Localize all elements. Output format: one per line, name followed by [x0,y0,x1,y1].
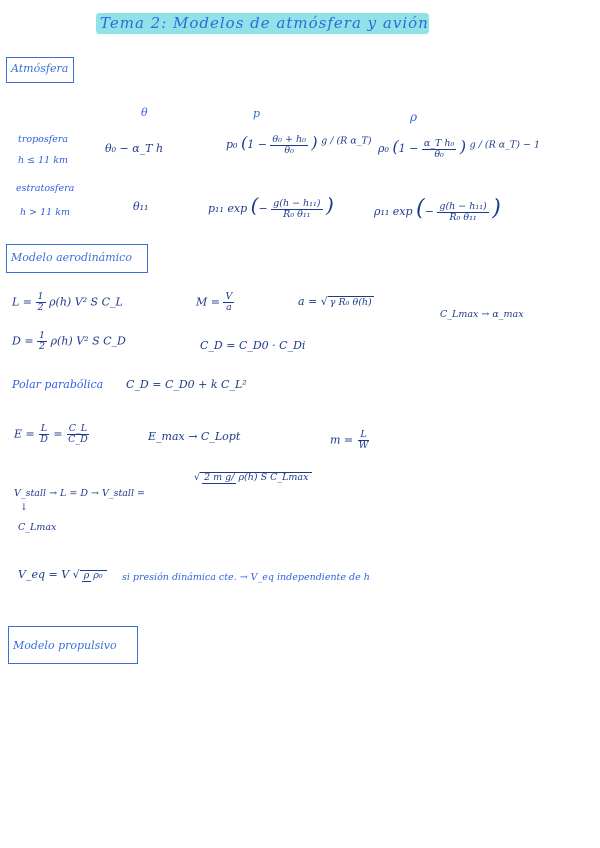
equivalent-speed-equation: V_eq = V √ ρ ρ₀ [18,568,107,581]
rho-estratosfera: ρ₁₁ exp (− $\frac{\text{g(h − h₁₁)}}{\text{R₀ θ₁₁}}$ ) [374,196,501,223]
p-estratosfera: p₁₁ exp (− $\frac{\text{g(h − h₁₁)}}{\text{R₀ θ₁₁}}$ ) [208,193,334,220]
sound-speed-equation: a = √ γ R₀ θ(h) [298,295,372,308]
clmax-alpha: C_Lmax → α_max [440,309,524,320]
drag-coefficient-equation: C_D = C_D0 · C_Di [200,339,306,352]
section-title-propulsivo: Modelo propulsivo [13,639,117,652]
polar-equation: C_D = C_D0 + k C_L² [126,378,247,391]
row-sublabel-troposfera: h ≤ 11 km [18,155,68,166]
stall-speed-fraction: √ 2 m g/ ρ(h) S C_Lmax [194,472,312,483]
row-label-estratosfera: estratosfera [16,183,75,194]
stall-down-arrow: ↓ [20,502,28,513]
lift-equation: L = $\frac{1}{2}$ ρ(h) V² S C_L [12,291,123,313]
rho-troposfera: ρ₀ (1 − $\frac{\text{α\_T h₀}}{\text{θ₀}}$ ) $^{g / (R \alpha\_T) - 1}$ [378,137,541,160]
page-title: Tema 2: Modelos de atmósfera y avión [100,14,429,32]
theta-troposfera: θ₀ − α_T h [105,142,164,155]
row-sublabel-estratosfera: h > 11 km [20,207,70,218]
dynamic-pressure-note: si presión dinámica cte. → V_eq independiente de h [122,572,370,583]
emax-clopt: E_max → C_Lopt [148,430,241,443]
stall-chain: V_stall → L = D → V_stall = [14,488,145,499]
p-troposfera: p₀ (1 − $\frac{\text{θ₀ + h₀}}{\text{θ₀}}$ ) $^{g / (R \alpha\_T)}$ [226,133,372,156]
load-factor-equation: m = $\frac{L}{W}$ [330,429,369,451]
col-rho: ρ [410,110,418,124]
clmax-symbol: C_Lmax [18,522,57,533]
mach-equation: M = $\frac{V}{a}$ [196,291,233,313]
section-title-aerodinamico: Modelo aerodinámico [11,251,132,264]
row-label-troposfera: troposfera [18,134,69,145]
polar-label: Polar parabólica [12,378,104,391]
section-title-atmosfera: Atmósfera [11,62,69,75]
theta-estratosfera: θ₁₁ [133,200,149,213]
efficiency-equation: E = $\frac{L}{D}$ = $\frac{C\_L}{C\_D}$ [14,423,88,445]
drag-equation: D = $\frac{1}{2}$ ρ(h) V² S C_D [12,330,126,352]
col-theta: θ [141,106,148,119]
col-p: p [253,107,261,120]
